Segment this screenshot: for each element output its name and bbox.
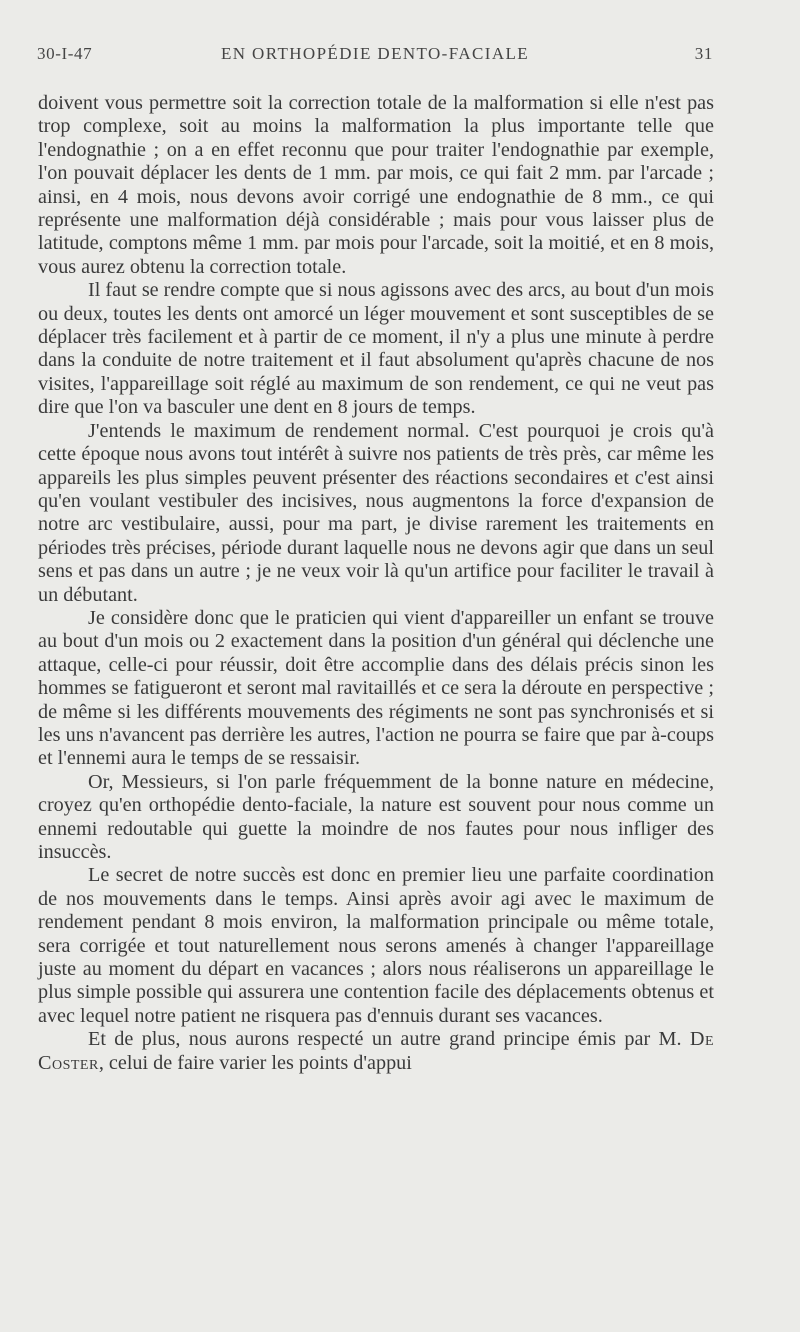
paragraph-2: Il faut se rendre compte que si nous agissons avec des arcs, au bout d'un mois ou deux, toutes les dents ont amorcé un léger mouvement et sont susceptibles de se déplacer très facilement et à partir de ce moment, il n'y a plus une minute à perdre dans la conduite de notre traitement et il faut absolument qu'après chacune de nos visites, l'appareillage soit réglé au maximum de son rendement, ce qui ne veut pas dire que l'on va basculer une dent en 8 jours de temps. — [38, 279, 714, 419]
paragraph-3: J'entends le maximum de rendement normal. C'est pourquoi je crois qu'à cette époque nous avons tout intérêt à suivre nos patients de très près, car même les appareils les plus simples peuvent présenter des réactions secondaires et c'est ainsi qu'en voulant vestibuler des incisives, nous augmentons la force d'expansion de notre arc vestibulaire, aussi, pour ma part, je divise rarement les traitements en périodes très précises, période durant laquelle nous ne devons agir que dans un seul sens et pas dans un autre ; je ne veux voir là qu'un artifice pour faciliter le travail à un débutant. — [38, 419, 714, 606]
body-text — [38, 92, 714, 1075]
running-header — [37, 44, 713, 68]
paragraph-7-text-start: Et de plus, nous aurons respecté un autre grand principe émis par M. — [88, 1028, 690, 1051]
paragraph-5: Or, Messieurs, si l'on parle fréquemment de la bonne nature en médecine, croyez qu'en orthopédie dento-faciale, la nature est souvent pour nous comme un ennemi redoutable qui guette la moindre de nos fautes pour nous infliger des insuccès. — [38, 770, 714, 863]
page-number: 31 — [694, 44, 713, 63]
paragraph-4: Je considère donc que le praticien qui vient d'appareiller un enfant se trouve au bout d'un mois ou 2 exactement dans la position d'un général qui déclenche une attaque, celle-ci pour réussir, doit être accomplie dans des délais précis sinon les hommes se fatigueront et seront mal ravitaillés et ce sera la déroute en perspective ; de même si les différents mouvements des régiments ne sont pas synchronisés et si les uns n'avancent pas derrière les autres, l'action ne pourra se faire que par à-coups et l'ennemi aura le temps de se ressaisir. — [38, 606, 714, 770]
header-title: EN ORTHOPÉDIE DENTO-FACIALE — [220, 44, 530, 63]
paragraph-7 — [38, 1028, 714, 1075]
paragraph-6: Le secret de notre succès est donc en premier lieu une parfaite coordination de nos mouvements dans le temps. Ainsi après avoir agi avec le maximum de rendement pendant 8 mois environ, la malformation principale ou même totale, sera corrigée et tout naturellement nous serons amenés à changer l'appareillage juste au moment du départ en vacances ; alors nous réaliserons un appareillage le plus simple possible qui assurera une contention facile des déplacements obtenus et avec lequel notre patient ne risquera pas d'ennuis durant ses vacances. — [38, 864, 714, 1027]
paragraph-1: doivent vous permettre soit la correction totale de la malformation si elle n'est pas trop complexe, soit au moins la malformation la plus importante telle que l'endognathie ; on a en effet reconnu que pour traiter l'endognathie par exemple, l'on pouvait déplacer les dents de 1 mm. par mois, ce qui fait 2 mm. par l'arcade ; ainsi, en 4 mois, nous devons avoir corrigé une endognathie de 8 mm., ce qui représente une malformation déjà considérable ; mais pour vous laisser plus de latitude, comptons même 1 mm. par mois pour l'arcade, soit la moitié, et en 8 mois, vous aurez obtenu la correction totale. — [38, 92, 714, 278]
header-date: 30-I-47 — [37, 44, 93, 63]
author-name: De Coster — [38, 1028, 714, 1074]
paragraph-7-text-end: , celui de faire varier les points d'appui — [98, 1051, 412, 1074]
